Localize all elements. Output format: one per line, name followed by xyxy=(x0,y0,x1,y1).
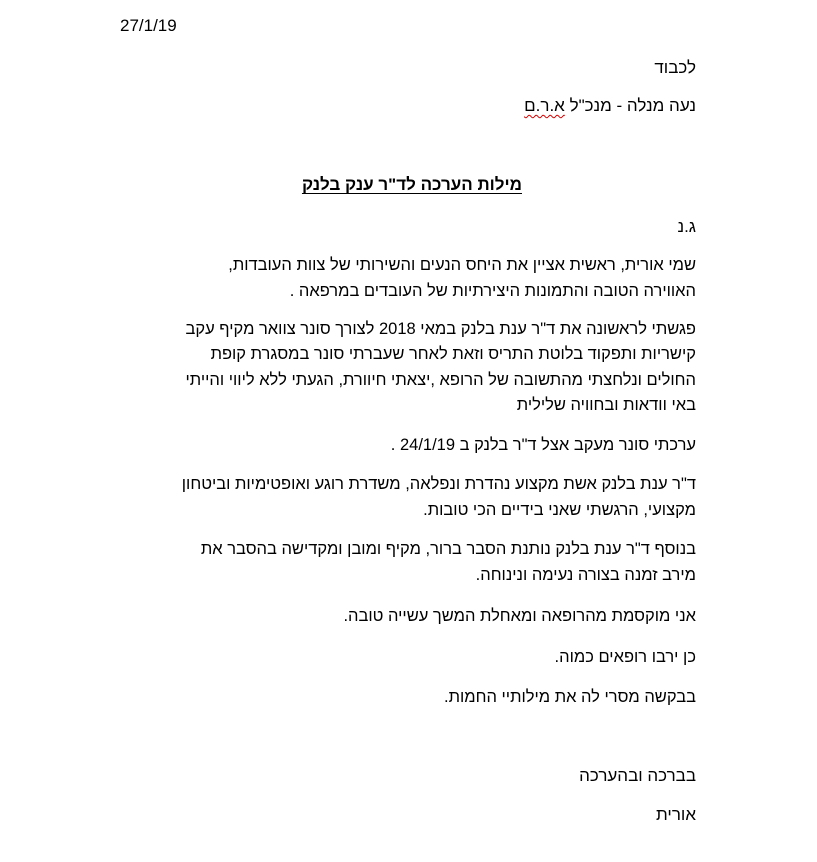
recipient-organization: א.ר.ם xyxy=(524,96,565,115)
paragraph-line: מקצועי, הרגשתי שאני בידיים הכי טובות. xyxy=(423,501,696,519)
paragraph-line: החולים ונלחצתי מהתשובה של הרופא ,יצאתי חיוורת, הגעתי ללא ליווי והייתי xyxy=(185,371,696,389)
paragraph-line: פגשתי לראשונה את ד"ר ענת בלנק במאי 2018 לצורך סונר צוואר מקיף עקב xyxy=(185,320,696,338)
paragraph-line: באי וודאות ובחוויה שלילית xyxy=(516,396,696,414)
paragraph-line: קישריות ותפקוד בלוטת התריס וזאת לאחר שעברתי סונר במסגרת קופת xyxy=(210,345,696,363)
greeting: ג.נ xyxy=(677,217,696,236)
salutation: לכבוד xyxy=(654,58,696,77)
paragraph-line: ערכתי סונר מעקב אצל ד"ר בלנק ב 24/1/19 . xyxy=(390,436,696,454)
paragraph-line: האווירה הטובה והתמונות היצירתיות של העובדים במרפאה . xyxy=(289,282,696,300)
letter-date: 27/1/19 xyxy=(120,16,177,35)
paragraph-line: מירב זמנה בצורה נעימה ונינוחה. xyxy=(475,566,696,584)
closing: בברכה ובהערכה xyxy=(579,766,696,785)
paragraph-line: ד"ר ענת בלנק אשת מקצוע נהדרת ונפלאה, משדרת רוגע ואופטימיות וביטחון xyxy=(181,475,696,493)
recipient-line xyxy=(524,96,696,116)
paragraph-line: כן ירבו רופאים כמוה. xyxy=(554,648,696,666)
letter-subject: מילות הערכה לד"ר ענק בלנק xyxy=(301,175,522,194)
paragraph-line: שמי אורית, ראשית אציין את היחס הנעים והשירותי של צוות העובדות, xyxy=(228,256,696,274)
paragraph-line: בבקשה מסרי לה את מילותיי החמות. xyxy=(444,688,696,706)
paragraph-line: אני מוקסמת מהרופאה ומאחלת המשך עשייה טובה. xyxy=(343,607,696,625)
paragraph-line: בנוסף ד"ר ענת בלנק נותנת הסבר ברור, מקיף ומובן ומקדישה בהסבר את xyxy=(200,540,696,558)
recipient-name: נעה מנלה - מנכ"ל xyxy=(564,96,696,115)
signature-name: אורית xyxy=(656,805,696,824)
